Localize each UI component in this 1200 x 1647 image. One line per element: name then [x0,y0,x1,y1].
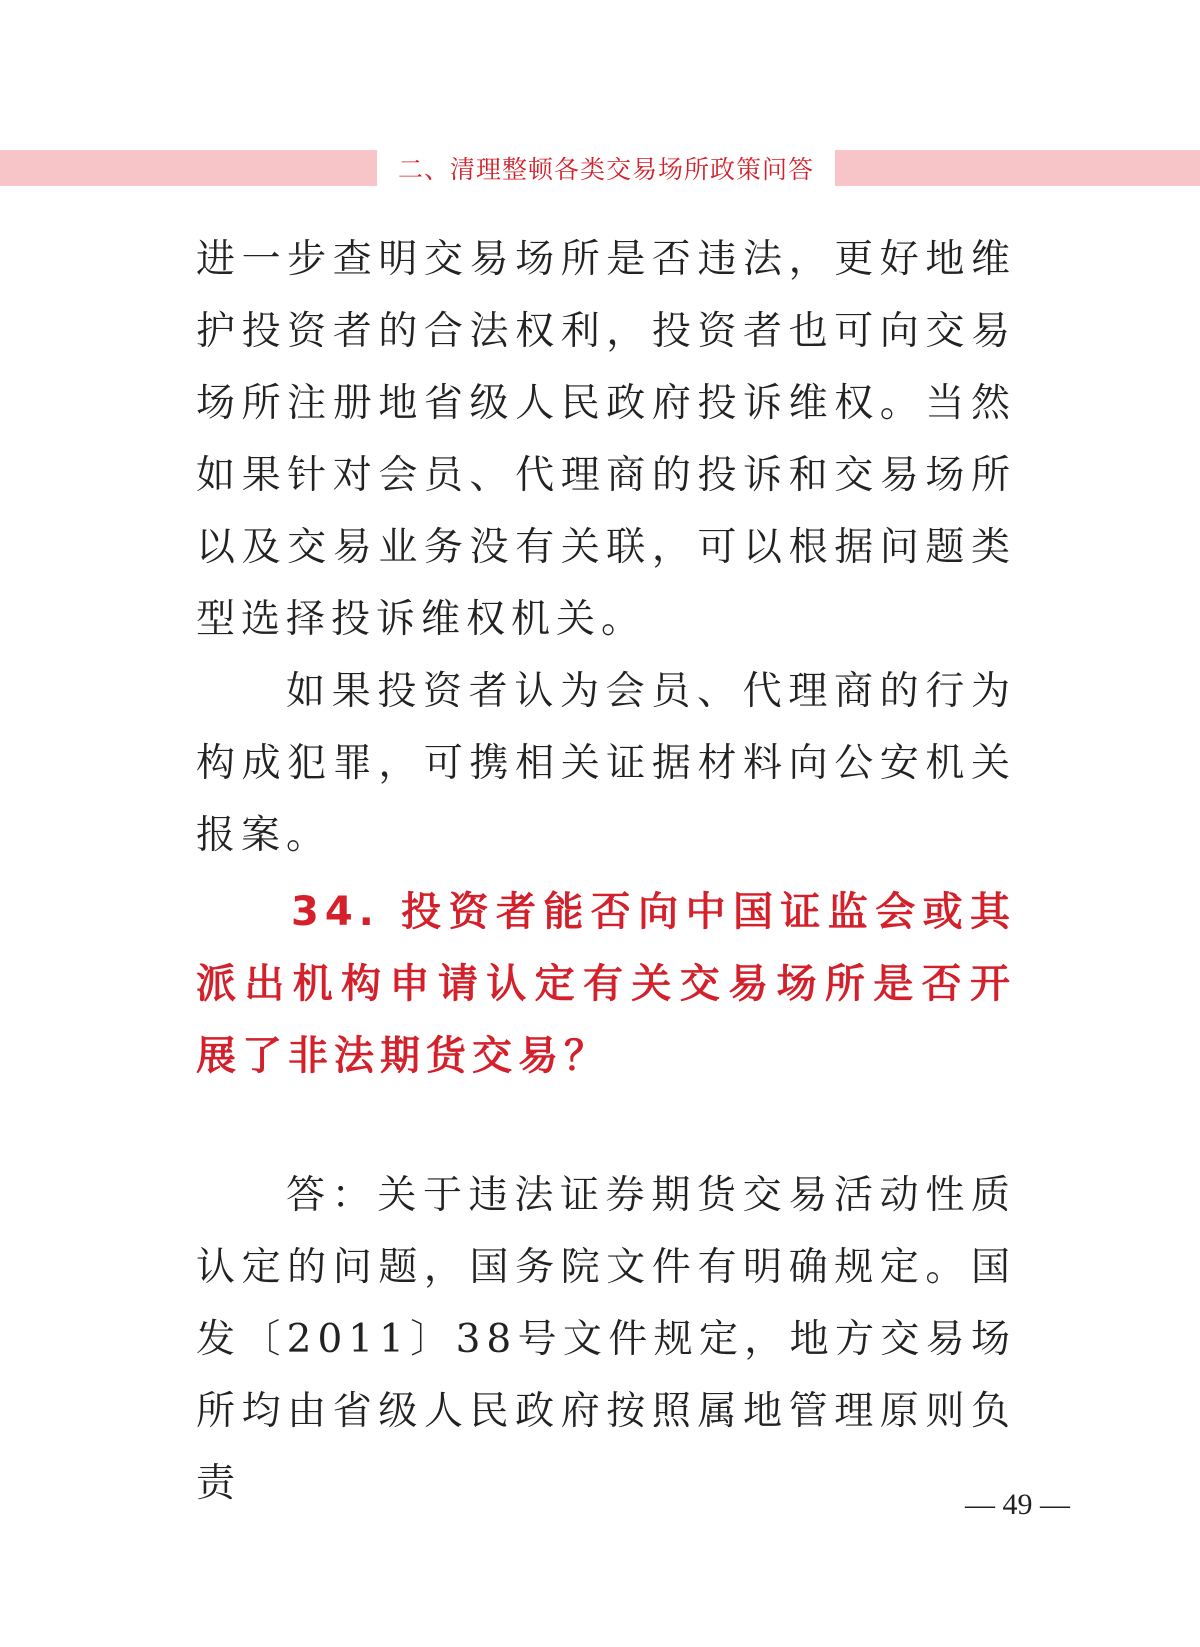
body-paragraph-3-block [196,1160,1016,1520]
body-paragraph-1: 进一步查明交易场所是否违法，更好地维护投资者的合法权利，投资者也可向交易场所注册地省级人民政府投诉维权。当然如果针对会员、代理商的投诉和交易场所以及交易业务没有关联，可以根据问题类型选择投诉维权机关。 [196,237,1016,642]
header-title-box [377,146,835,190]
body-paragraph-2-block [196,656,1016,872]
body-paragraph-1-block [196,224,1016,656]
question-heading: 34. 投资者能否向中国证监会或其派出机构申请认定有关交易场所是否开展了非法期货交易？ [196,889,1016,1079]
body-paragraph-2: 如果投资者认为会员、代理商的行为构成犯罪，可携相关证据材料向公安机关报案。 [196,669,1016,858]
page-number: — 49 — [965,1488,1070,1521]
body-paragraph-3: 答：关于违法证券期货交易活动性质认定的问题，国务院文件有明确规定。国发〔2011〕38号文件规定，地方交易场所均由省级人民政府按照属地管理原则负责 [196,1173,1016,1506]
section-title: 二、清理整顿各类交易场所政策问答 [397,155,814,184]
